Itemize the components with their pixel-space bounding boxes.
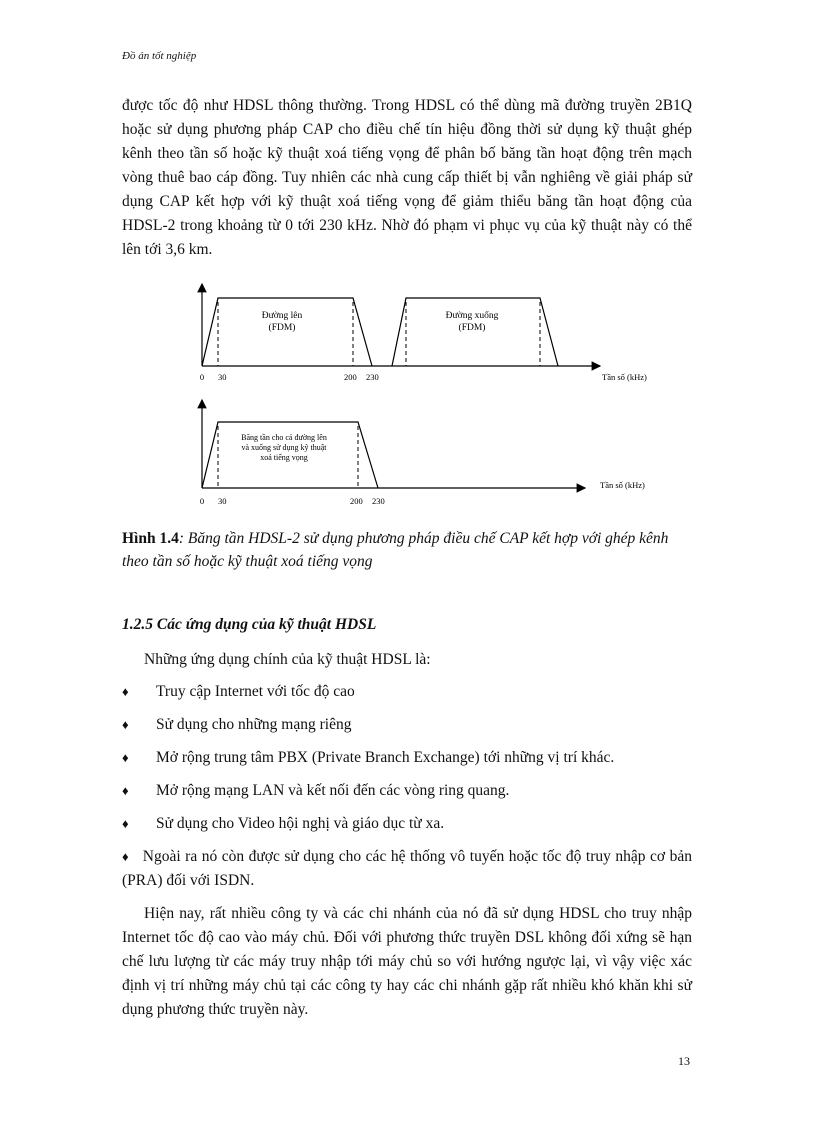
downstream-label-1: Đường xuống: [445, 311, 499, 321]
bullet-item: [122, 845, 692, 893]
bottom-tick-0: 0: [199, 496, 205, 506]
bullet-text: Sử dụng cho Video hội nghị và giáo dục từ xa.: [156, 815, 445, 832]
bullet-text: Mở rộng trung tâm PBX (Private Branch Exchange) tới những vị trí khác.: [156, 749, 615, 766]
bullet-text: Mở rộng mạng LAN và kết nối đến các vòng ring quang.: [156, 782, 510, 799]
bullet-text: Ngoài ra nó còn được sử dụng cho các hệ thống vô tuyến hoặc tốc độ truy nhập cơ bản (PRA) đối với ISDN.: [122, 848, 692, 889]
bullet-item: [122, 680, 692, 704]
bullet-item: [122, 779, 692, 803]
downstream-label-2: (FDM): [458, 323, 486, 333]
shared-label-3: xoá tiếng vọng: [260, 453, 308, 462]
diamond-bullet-icon: ♦: [122, 816, 129, 831]
bullet-item: [122, 713, 692, 737]
closing-paragraph: Hiện nay, rất nhiều công ty và các chi nhánh của nó đã sử dụng HDSL cho truy nhập Internet tốc độ cao vào máy chủ. Đối với phương thức truyền DSL không đối xứng sẽ hạn chế lưu lượng từ các máy truy nhập tới máy chủ so với hướng ngược lại, vì vậy việc xác định vị trí những máy chủ tại các công ty hay các chi nhánh gặp rất nhiều khó khăn khi sử dụng phương thức truyền này.: [122, 905, 692, 1018]
page-number: 13: [678, 1054, 690, 1068]
bullet-text: Truy cập Internet với tốc độ cao: [156, 683, 355, 700]
shared-label-1: Băng tần cho cả đường lên: [241, 433, 327, 442]
diamond-bullet-icon: ♦: [122, 684, 129, 699]
upstream-label-1: Đường lên: [261, 311, 303, 321]
intro-paragraph: được tốc độ như HDSL thông thường. Trong HDSL có thể dùng mã đường truyền 2B1Q hoặc sử dụng phương pháp CAP cho điều chế tín hiệu đồng thời sử dụng kỹ thuật ghép kênh theo tần số hoặc kỹ thuật xoá tiếng vọng để phân bố băng tần hoạt động trên mạch vòng thuê bao cáp đồng. Tuy nhiên các nhà cung cấp thiết bị vẫn nghiêng về giải pháp sử dụng CAP kết hợp với kỹ thuật xoá tiếng vọng để giảm thiểu băng tần hoạt động của HDSL-2 trong khoảng từ 0 tới 230 kHz. Nhờ đó phạm vi phục vụ của kỹ thuật này có thể lên tới 3,6 km.: [122, 97, 692, 258]
apps-intro: Những ứng dụng chính của kỹ thuật HDSL là:: [144, 651, 431, 668]
bottom-tick-200: 200: [350, 496, 363, 506]
upstream-label-2: (FDM): [268, 323, 296, 333]
bottom-tick-230: 230: [372, 496, 385, 506]
section-title: 1.2.5 Các ứng dụng của kỹ thuật HDSL: [122, 616, 377, 633]
figure-caption: [122, 527, 697, 573]
shared-label-2: và xuống sử dụng kỹ thuật: [241, 443, 327, 452]
bottom-diagram: [200, 400, 645, 506]
top-axis-label: Tần số (kHz): [602, 372, 647, 382]
top-tick-30: 30: [218, 372, 227, 382]
diamond-bullet-icon: ♦: [122, 783, 129, 798]
top-tick-200: 200: [344, 372, 357, 382]
bullet-item: [122, 746, 692, 770]
top-tick-230: 230: [366, 372, 379, 382]
bullet-text: Sử dụng cho những mạng riêng: [156, 716, 352, 733]
bottom-tick-30: 30: [218, 496, 227, 506]
running-header: Đồ án tốt nghiệp: [122, 50, 197, 62]
figure-hdsl2-bands: [180, 282, 680, 512]
bullet-item: [122, 812, 692, 836]
caption-label: Hình 1.4: [122, 530, 179, 547]
top-diagram: [200, 284, 647, 382]
bottom-axis-label: Tần số (kHz): [600, 480, 645, 490]
diamond-bullet-icon: ♦: [122, 750, 129, 765]
diamond-bullet-icon: ♦: [122, 849, 130, 864]
caption-text: : Băng tần HDSL-2 sử dụng phương pháp điều chế CAP kết hợp với ghép kênh theo tần số hoặc kỹ thuật xoá tiếng vọng: [122, 530, 669, 570]
top-tick-0: 0: [199, 372, 205, 382]
diamond-bullet-icon: ♦: [122, 717, 129, 732]
